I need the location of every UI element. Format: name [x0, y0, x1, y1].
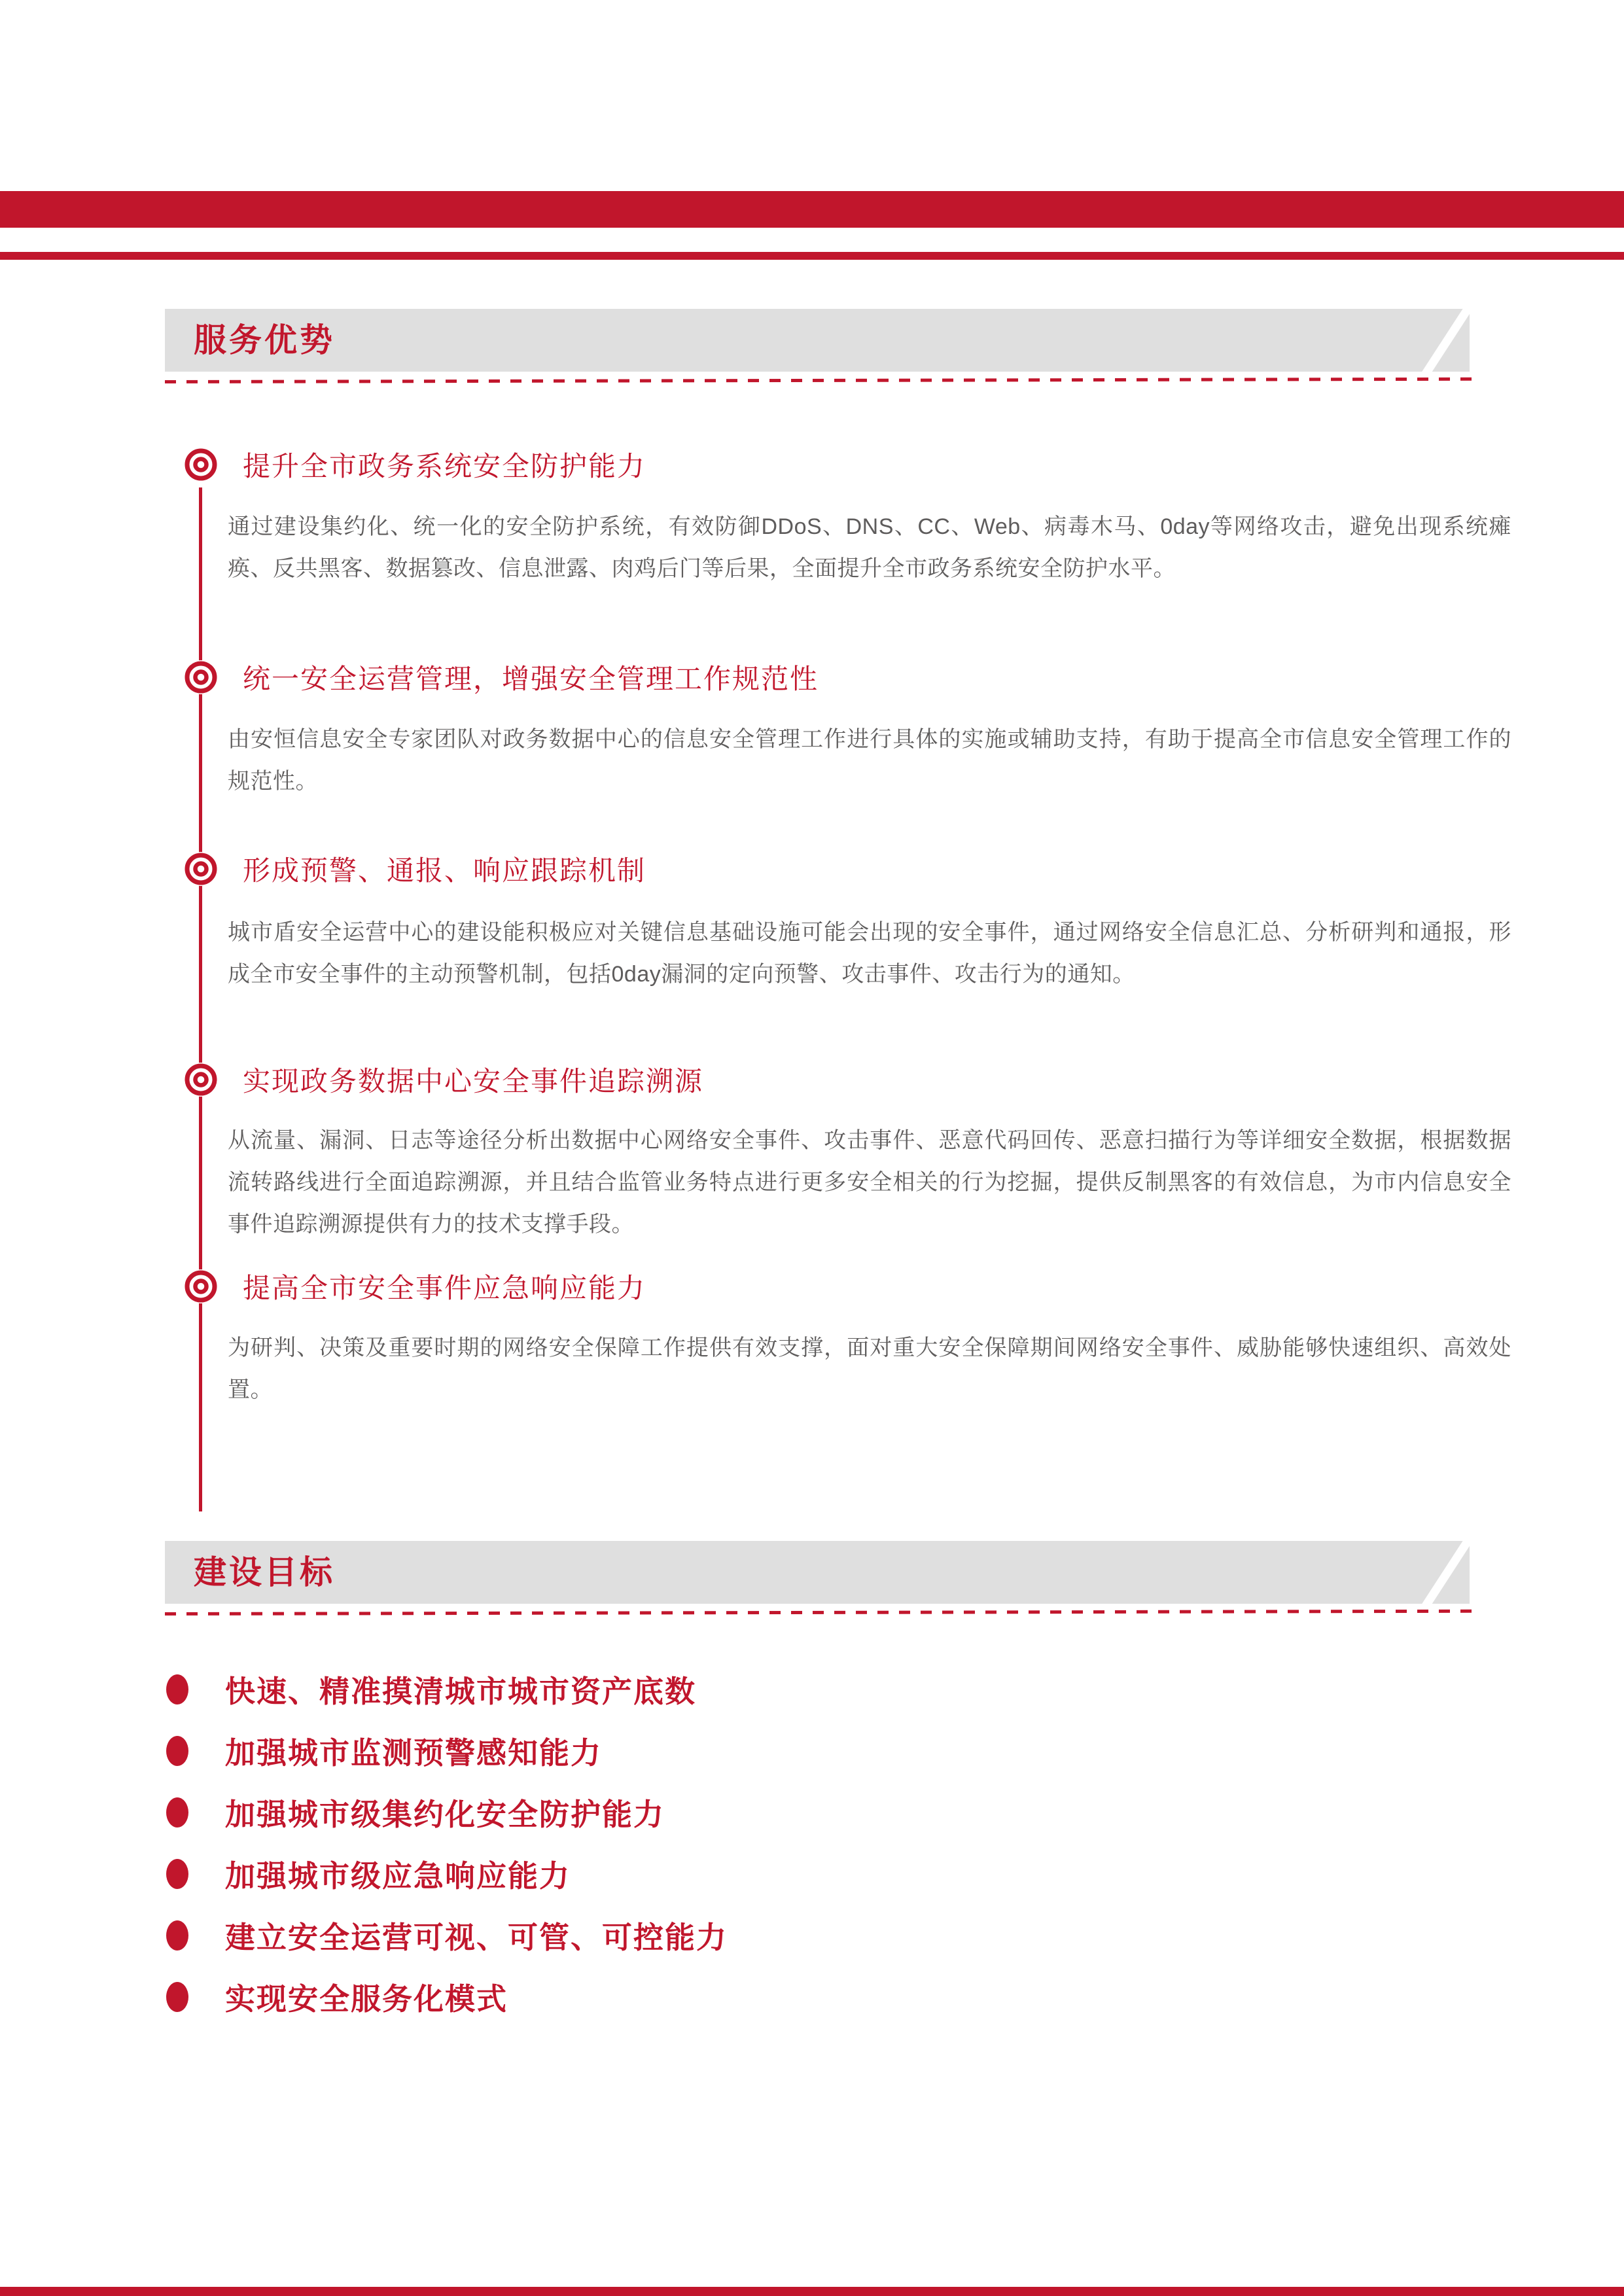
goal-label: 建立安全运营可视、可管、可控能力 [225, 1920, 728, 1954]
bullet-dot-icon [166, 1736, 188, 1766]
goal-item [165, 1905, 1513, 1966]
bullet-dot-icon [166, 1982, 188, 2012]
bullseye-icon [184, 1269, 218, 1303]
bullet-dot-icon [166, 1920, 188, 1951]
section-title: 建设目标 [194, 1554, 335, 1591]
goal-label: 实现安全服务化模式 [225, 1982, 508, 2016]
top-bar-thick [0, 191, 1624, 228]
bullet-dot-icon [166, 1674, 188, 1704]
goal-item [165, 1782, 1513, 1843]
bullseye-icon [184, 448, 218, 482]
dashed-divider [165, 1610, 1474, 1616]
bullseye-icon [184, 660, 218, 694]
dashed-divider [165, 378, 1474, 383]
goal-item [165, 1720, 1513, 1782]
bullseye-icon [184, 852, 218, 886]
goal-item [165, 1966, 1513, 2028]
advantage-title: 形成预警、通报、响应跟踪机制 [243, 855, 646, 886]
goal-label: 快速、精准摸清城市城市资产底数 [225, 1674, 696, 1708]
advantage-body: 为研判、决策及重要时期的网络安全保障工作提供有效支撑，面对重大安全保障期间网络安全事件、威胁能够快速组织、高效处置。 [228, 1335, 1511, 1402]
header-slash-decoration [1421, 309, 1470, 372]
top-bar-thin [0, 252, 1624, 260]
header-slash-decoration [1421, 1541, 1470, 1604]
advantage-item-title-row [165, 848, 1513, 890]
section-title: 服务优势 [194, 322, 335, 359]
advantage-body: 通过建设集约化、统一化的安全防护系统，有效防御DDoS、DNS、CC、Web、病毒木马、0day等网络攻击，避免出现系统瘫痪、反共黑客、数据篡改、信息泄露、肉鸡后门等后果，全面提升全市政务系统安全防护水平。 [228, 514, 1511, 581]
goal-label: 加强城市监测预警感知能力 [225, 1736, 602, 1770]
timeline-line [199, 487, 202, 1511]
advantage-body: 由安恒信息安全专家团队对政务数据中心的信息安全管理工作进行具体的实施或辅助支持，有助于提高全市信息安全管理工作的规范性。 [228, 727, 1511, 794]
advantage-title: 提高全市安全事件应急响应能力 [243, 1273, 646, 1303]
advantage-title: 实现政务数据中心安全事件追踪溯源 [243, 1066, 704, 1097]
advantage-body: 城市盾安全运营中心的建设能积极应对关键信息基础设施可能会出现的安全事件，通过网络安全信息汇总、分析研判和通报，形成全市安全事件的主动预警机制，包括0day漏洞的定向预警、攻击事件、攻击行为的通知。 [228, 920, 1511, 987]
goal-item [165, 1843, 1513, 1905]
bullet-dot-icon [166, 1859, 188, 1889]
advantage-item-title-row [165, 1265, 1513, 1307]
advantage-title: 提升全市政务系统安全防护能力 [243, 451, 646, 482]
section-header-goals [165, 1541, 1470, 1604]
goal-label: 加强城市级应急响应能力 [225, 1859, 571, 1893]
section-header-advantages [165, 309, 1470, 372]
bullseye-icon [184, 1063, 218, 1097]
advantage-title: 统一安全运营管理，增强安全管理工作规范性 [243, 663, 819, 694]
goal-item [165, 1659, 1513, 1720]
advantage-item-title-row [165, 444, 1513, 486]
bottom-bar [0, 2287, 1624, 2296]
goal-label: 加强城市级集约化安全防护能力 [225, 1797, 665, 1831]
advantage-item-title-row [165, 1059, 1513, 1101]
advantage-item-title-row [165, 656, 1513, 698]
advantage-body: 从流量、漏洞、日志等途径分析出数据中心网络安全事件、攻击事件、恶意代码回传、恶意扫描行为等详细安全数据，根据数据流转路线进行全面追踪溯源，并且结合监管业务特点进行更多安全相关的行为挖掘，提供反制黑客的有效信息，为市内信息安全事件追踪溯源提供有力的技术支撑手段。 [228, 1128, 1511, 1237]
bullet-dot-icon [166, 1797, 188, 1828]
